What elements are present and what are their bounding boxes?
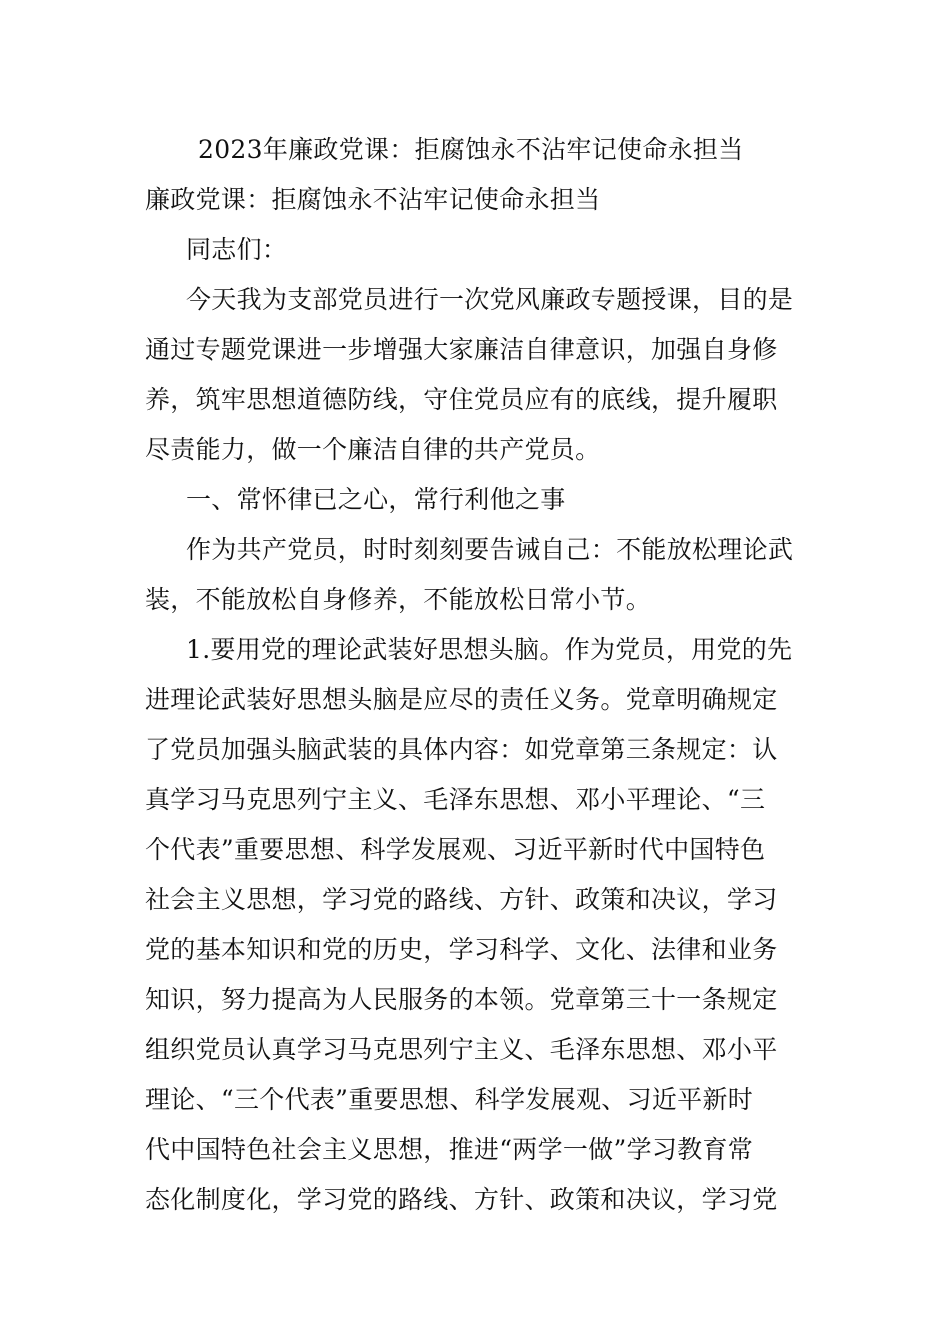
paragraph-line: 尽责能力，做一个廉洁自律的共产党员。 <box>145 435 601 464</box>
salutation: 同志们： <box>186 235 288 264</box>
paragraph-line: 态化制度化，学习党的路线、方针、政策和决议，学习党 <box>145 1185 778 1214</box>
paragraph-line: 作为共产党员，时时刻刻要告诫自己：不能放松理论武 <box>186 535 794 564</box>
paragraph-line: 党的基本知识和党的历史，学习科学、文化、法律和业务 <box>145 935 778 964</box>
paragraph-line: 知识，努力提高为人民服务的本领。党章第三十一条规定 <box>145 985 778 1014</box>
paragraph-line: 装，不能放松自身修养，不能放松日常小节。 <box>145 585 652 614</box>
document-subtitle: 廉政党课：拒腐蚀永不沾牢记使命永担当 <box>145 185 601 214</box>
paragraph-line: 组织党员认真学习马克思列宁主义、毛泽东思想、邓小平 <box>145 1035 778 1064</box>
paragraph-line: 个代表”重要思想、科学发展观、习近平新时代中国特色 <box>145 835 766 864</box>
paragraph-line: 进理论武装好思想头脑是应尽的责任义务。党章明确规定 <box>145 685 778 714</box>
paragraph-line: 了党员加强头脑武装的具体内容：如党章第三条规定：认 <box>145 735 778 764</box>
paragraph-line: 通过专题党课进一步增强大家廉洁自律意识，加强自身修 <box>145 335 778 364</box>
paragraph-line: 养，筑牢思想道德防线，守住党员应有的底线，提升履职 <box>145 385 778 414</box>
paragraph-line: 社会主义思想，学习党的路线、方针、政策和决议，学习 <box>145 885 778 914</box>
document-title: 2023年廉政党课：拒腐蚀永不沾牢记使命永担当 <box>198 135 744 164</box>
section-heading: 一、常怀律已之心，常行利他之事 <box>186 485 566 514</box>
paragraph-line: 今天我为支部党员进行一次党风廉政专题授课，目的是 <box>186 285 794 314</box>
paragraph-line: 真学习马克思列宁主义、毛泽东思想、邓小平理论、“三 <box>145 785 766 814</box>
paragraph-line: 1.要用党的理论武装好思想头脑。作为党员，用党的先 <box>186 635 793 664</box>
paragraph-line: 理论、“三个代表”重要思想、科学发展观、习近平新时 <box>145 1085 754 1114</box>
paragraph-line: 代中国特色社会主义思想，推进“两学一做”学习教育常 <box>145 1135 754 1164</box>
